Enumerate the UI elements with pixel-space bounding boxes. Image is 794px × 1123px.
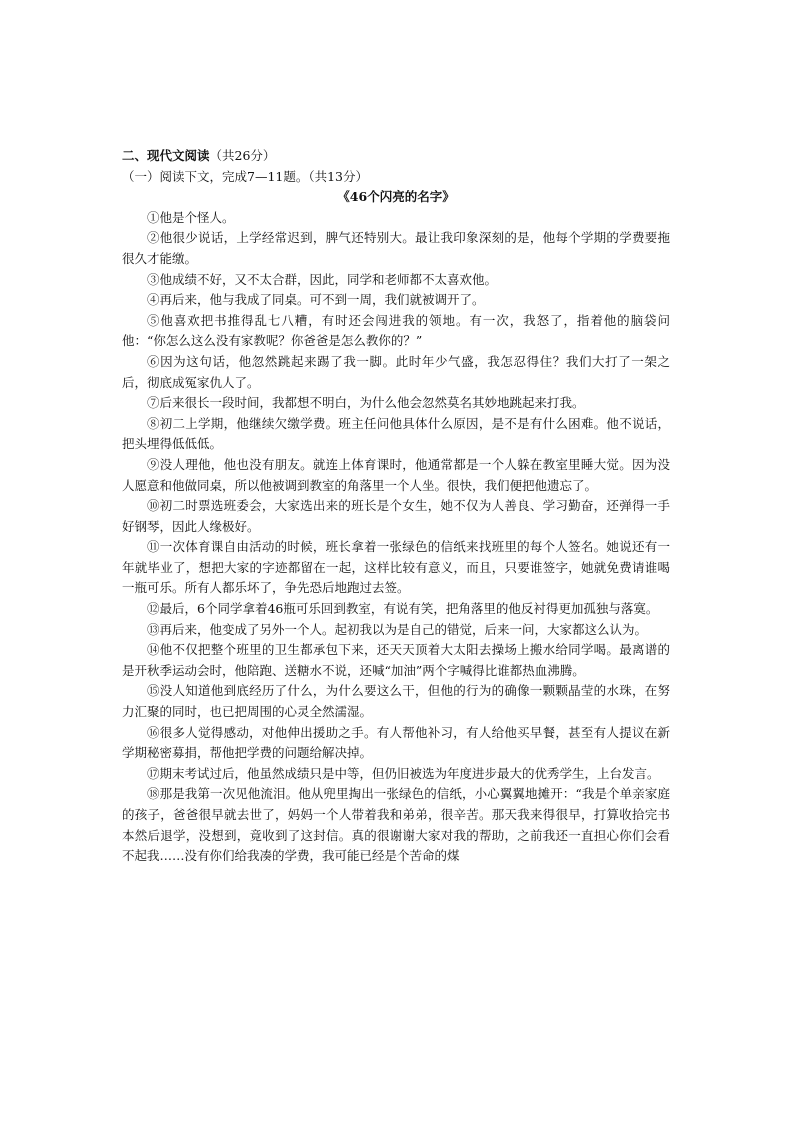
section-title: 二、现代文阅读	[122, 148, 210, 163]
paragraph-10: ⑩初二时票选班委会，大家选出来的班长是个女生，她不仅为人善良、学习勤奋，还弹得一手好钢琴，因此人缘极好。	[122, 498, 670, 534]
paragraph-18: ⑱那是我第一次见他流泪。他从兜里掏出一张绿色的信纸，小心翼翼地摊开：“我是个单亲家庭的孩子，爸爸很早就去世了，妈妈一个人带着我和弟弟，很辛苦。那天我来得很早，打算收拾完书本然后退学，没想到，竟收到了这封信。真的很谢谢大家对我的帮助，之前我还一直担心你们会看不起我……没有你们给我凑的学费，我可能已经是个苦命的煤	[122, 786, 670, 864]
paragraph-11: ⑪一次体育课自由活动的时候，班长拿着一张绿色的信纸来找班里的每个人签名。她说还有一年就毕业了，想把大家的字迹都留在一起，这样比较有意义，而且，只要谁签字，她就免费请谁喝一瓶可乐。所有人都乐坏了，争先恐后地跑过去签。	[122, 539, 670, 596]
reading-section	[122, 146, 670, 867]
paragraph-16: ⑯很多人觉得感动，对他伸出援助之手。有人帮他补习，有人给他买早餐，甚至有人提议在新学期秘密募捐，帮他把学费的问题给解决掉。	[122, 724, 670, 761]
section-score: （共26分）	[209, 148, 276, 163]
paragraph-15: ⑮没人知道他到底经历了什么，为什么要这么干，但他的行为的确像一颗颗晶莹的水珠，在努力汇聚的同时，也已把周围的心灵全然濡湿。	[122, 683, 670, 720]
paragraph-5: ⑤他喜欢把书推得乱七八糟，有时还会闯进我的领地。有一次，我怒了，指着他的脑袋问他：“你怎么这么没有家教呢？你爸爸是怎么教你的？”	[122, 312, 670, 349]
paragraph-12: ⑫最后，6个同学拿着46瓶可乐回到教室，有说有笑，把角落里的他反衬得更加孤独与落寞。	[147, 601, 659, 617]
paragraph-3: ③他成绩不好，又不太合群，因此，同学和老师都不太喜欢他。	[147, 271, 498, 287]
paragraph-1: ①他是个怪人。	[147, 209, 235, 225]
paragraph-17: ⑰期末考试过后，他虽然成绩只是中等，但仍旧被选为年度进步最大的优秀学生，上台发言。	[147, 765, 660, 781]
paragraph-14: ⑭他不仅把整个班里的卫生都承包下来，还天天顶着大太阳去操场上搬水给同学喝。最离谱的是开秋季运动会时，他陪跑、送糖水不说，还喊“加油”两个字喊得比谁都热血沸腾。	[122, 642, 670, 678]
paragraph-9: ⑨没人理他，他也没有朋友。就连上体育课时，他通常都是一个人躲在教室里睡大觉。因为没人愿意和他做同桌，所以他被调到教室的角落里一个人坐。很快，我们便把他遗忘了。	[122, 456, 670, 493]
paragraph-2: ②他很少说话，上学经常迟到，脾气还特别大。最让我印象深刻的是，他每个学期的学费要拖很久才能缴。	[122, 230, 670, 266]
section-heading	[122, 146, 670, 167]
subsection-instruction: （一）阅读下文，完成7—11题。（共13分）	[122, 168, 369, 184]
paragraph-7: ⑦后来很长一段时间，我都想不明白，为什么他会忽然莫名其妙地跳起来打我。	[147, 395, 585, 411]
paragraph-13: ⑬再后来，他变成了另外一个人。起初我以为是自己的错觉，后来一问，大家都这么认为。	[147, 621, 648, 637]
paragraph-4: ④再后来，他与我成了同桌。可不到一周，我们就被调开了。	[147, 292, 485, 308]
paragraph-6: ⑥因为这句话，他忽然跳起来踢了我一脚。此时年少气盛，我怎忍得住？我们大打了一架之后，彻底成冤家仇人了。	[122, 353, 670, 390]
paragraph-8: ⑧初二上学期，他继续欠缴学费。班主任问他具体什么原因，是不是有什么困难。他不说话，把头埋得低低低。	[122, 415, 670, 452]
article-title: 《46个闪亮的名字》	[337, 189, 455, 205]
